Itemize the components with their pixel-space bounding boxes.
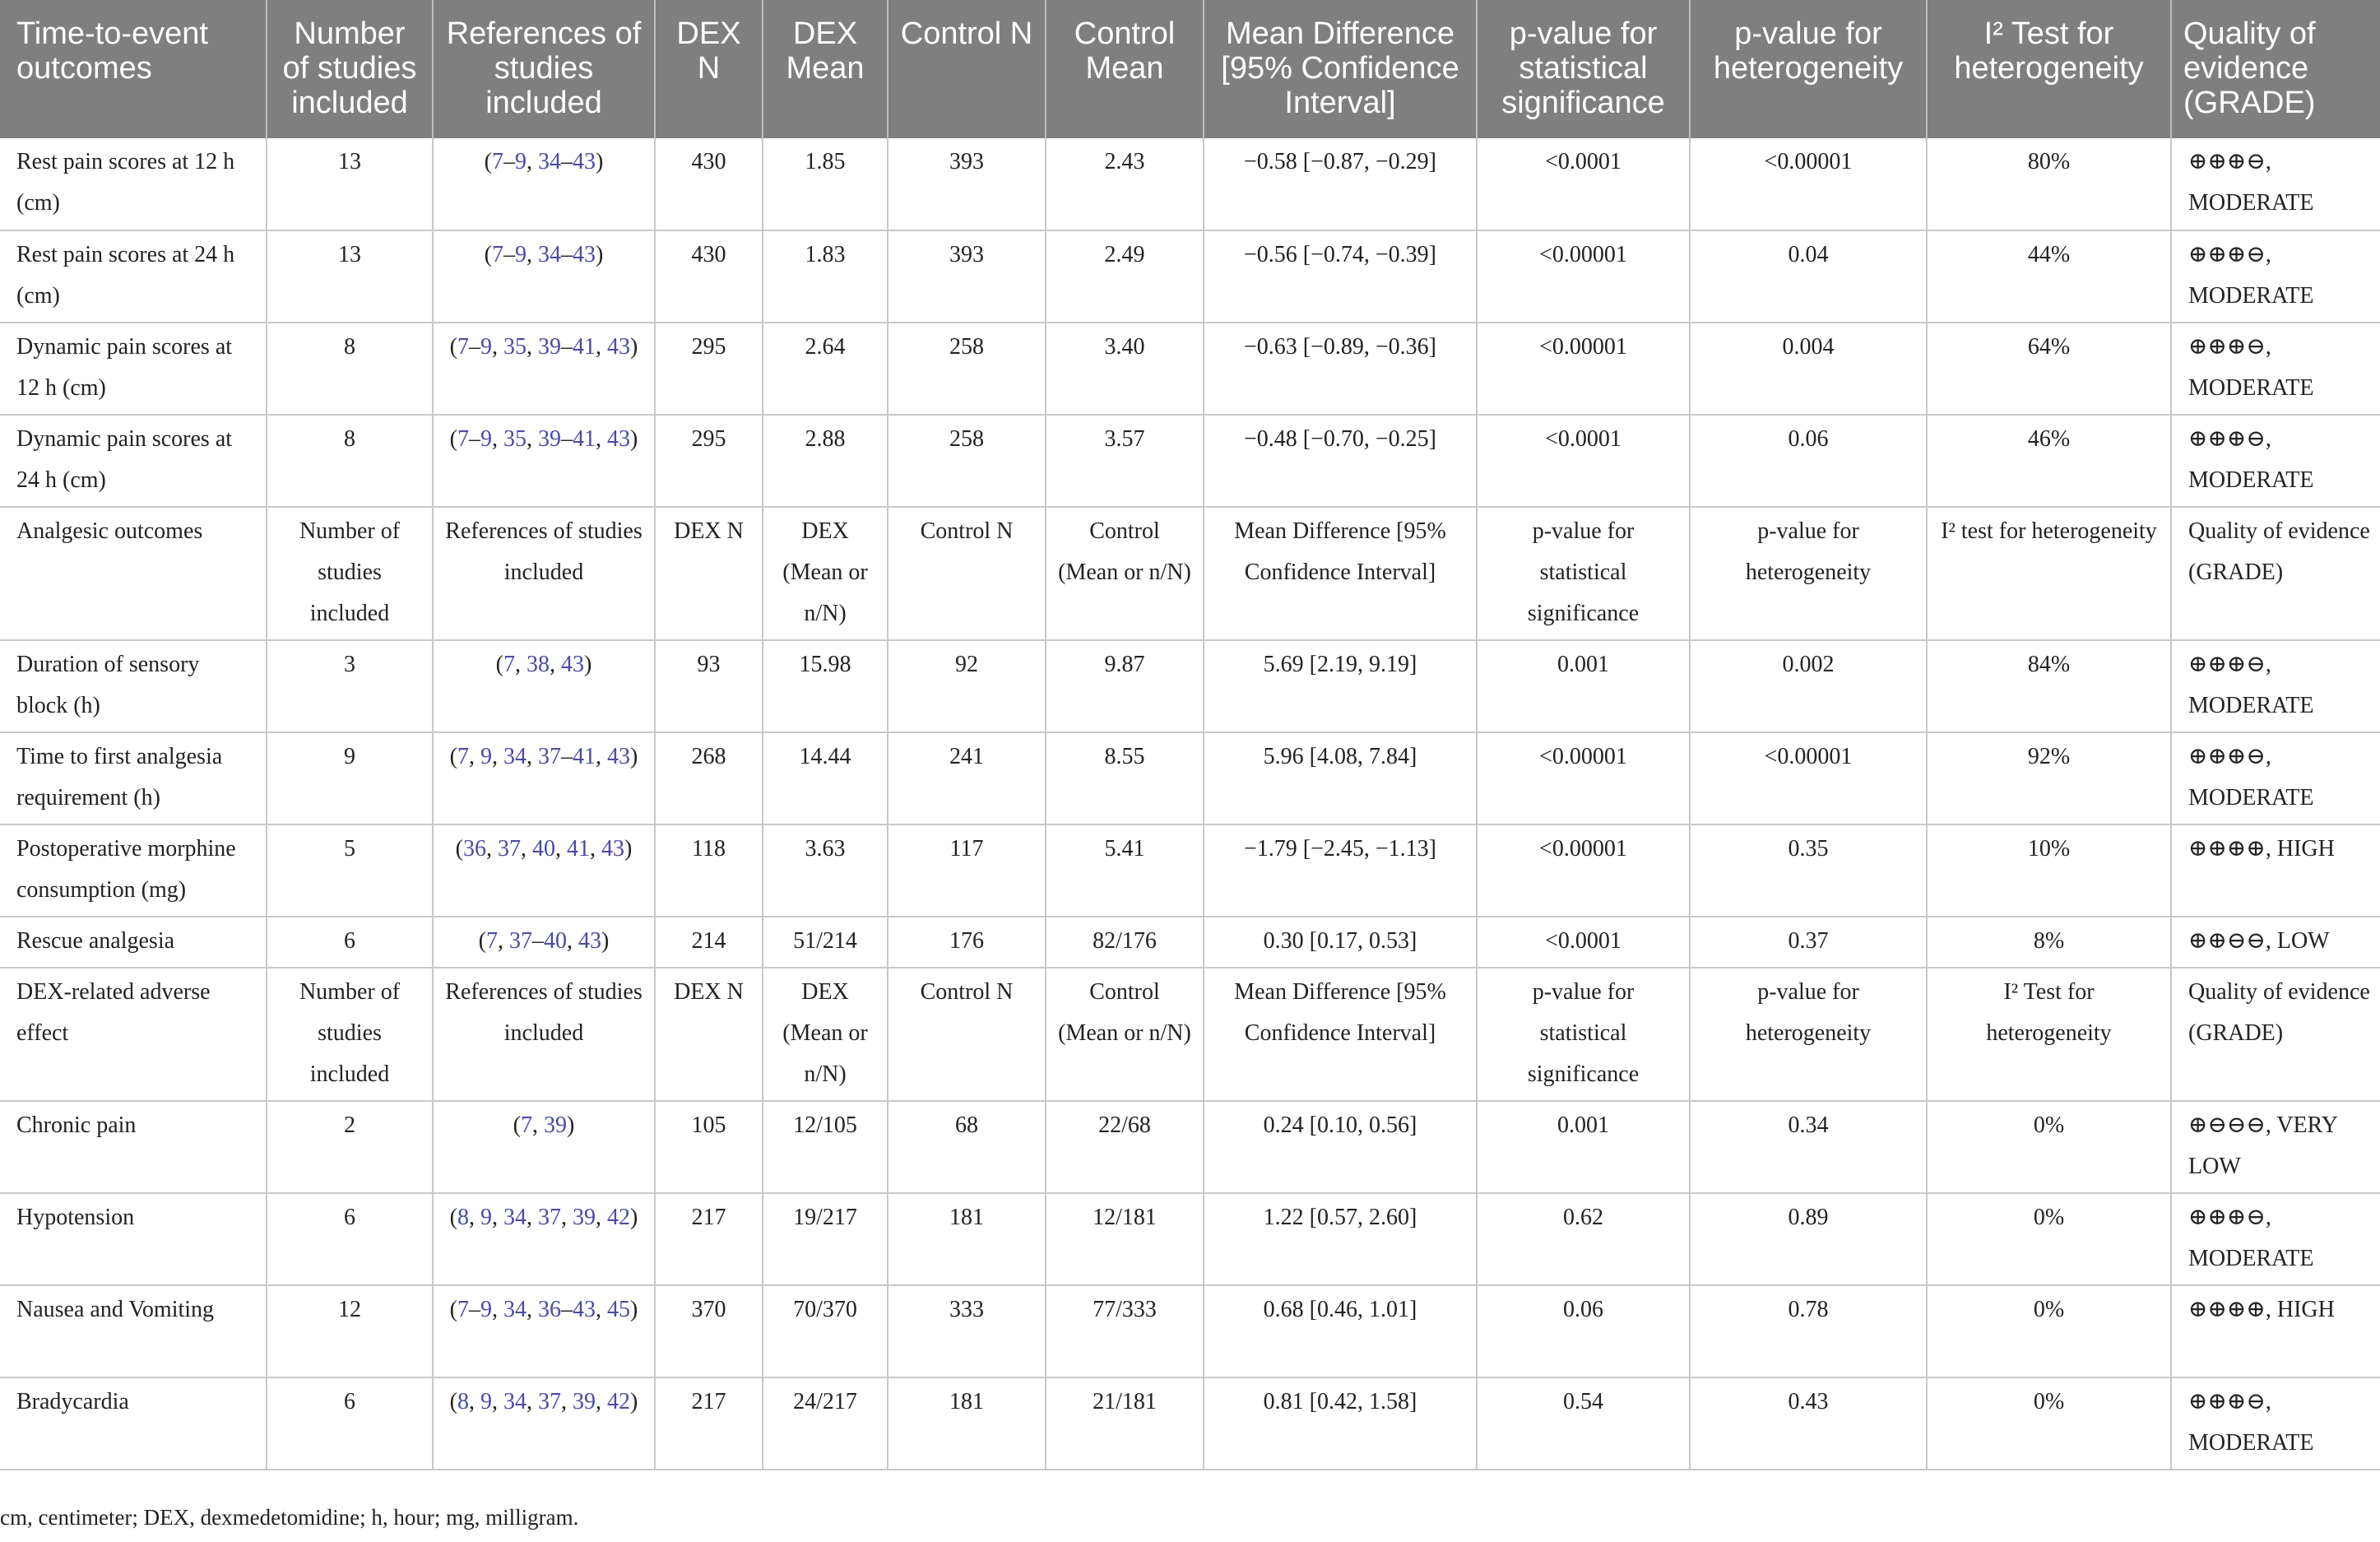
table-cell: 6: [267, 1377, 433, 1470]
table-cell: 92: [888, 640, 1046, 732]
table-cell: 8: [267, 323, 433, 415]
reference-link[interactable]: 36: [538, 1297, 561, 1322]
table-cell: 15.98: [763, 640, 888, 732]
table-cell: 0.62: [1477, 1193, 1690, 1285]
reference-link[interactable]: 9: [480, 744, 492, 769]
table-cell: <0.0001: [1477, 138, 1690, 230]
table-cell: 9.87: [1046, 640, 1204, 732]
reference-cell: (7, 37–40, 43): [433, 917, 655, 968]
reference-cell: (7–9, 34, 36–43, 45): [433, 1285, 655, 1377]
table-cell: ⊕⊕⊕⊖, MODERATE: [2171, 640, 2380, 732]
table-cell: 92%: [1927, 732, 2171, 824]
table-cell: 176: [888, 917, 1046, 968]
table-cell: 12/181: [1046, 1193, 1204, 1285]
table-cell: 0.54: [1477, 1377, 1690, 1470]
header-cell: Control Mean: [1046, 0, 1204, 138]
reference-link[interactable]: 7: [521, 1112, 532, 1138]
subheader-cell: DEX-related adverse effect: [0, 968, 267, 1101]
subheader-cell: References of studies included: [433, 968, 655, 1101]
reference-link[interactable]: 39: [538, 426, 561, 452]
subheader-cell: Analgesic outcomes: [0, 507, 267, 640]
table-cell: 118: [655, 824, 763, 917]
header-cell: p-value for statistical significance: [1477, 0, 1690, 138]
table-cell: <0.00001: [1690, 138, 1927, 230]
table-cell: 8.55: [1046, 732, 1204, 824]
reference-link[interactable]: 43: [607, 334, 630, 360]
subheader-cell: Quality of evidence (GRADE): [2171, 968, 2380, 1101]
table-cell: 12/105: [763, 1101, 888, 1193]
subheader-cell: DEX N: [655, 968, 763, 1101]
subheader-cell: I² Test for heterogeneity: [1927, 968, 2171, 1101]
table-cell: Duration of sensory block (h): [0, 640, 267, 732]
table-cell: 0.43: [1690, 1377, 1927, 1470]
subheader-cell: p-value for heterogeneity: [1690, 968, 1927, 1101]
reference-cell: (7–9, 34–43): [433, 138, 655, 230]
table-cell: 0.06: [1477, 1285, 1690, 1377]
reference-link[interactable]: 37: [509, 928, 532, 954]
table-cell: 84%: [1927, 640, 2171, 732]
reference-link[interactable]: 8: [457, 1389, 469, 1414]
reference-cell: (7, 39): [433, 1101, 655, 1193]
reference-link[interactable]: 41: [573, 334, 596, 360]
subheader-row: [0, 507, 2380, 640]
table-cell: 0.89: [1690, 1193, 1927, 1285]
header-cell: p-value for heterogeneity: [1690, 0, 1927, 138]
reference-link[interactable]: 9: [480, 426, 492, 452]
table-cell: 217: [655, 1377, 763, 1470]
table-cell: Rescue analgesia: [0, 917, 267, 968]
reference-link[interactable]: 39: [538, 334, 561, 360]
reference-link[interactable]: 39: [544, 1112, 567, 1138]
table-row: [0, 1101, 2380, 1193]
table-cell: ⊕⊕⊕⊕, HIGH: [2171, 824, 2380, 917]
header-cell: DEX N: [655, 0, 763, 138]
table-cell: 0.68 [0.46, 1.01]: [1204, 1285, 1477, 1377]
subheader-cell: DEX (Mean or n/N): [763, 968, 888, 1101]
table-cell: 181: [888, 1377, 1046, 1470]
reference-link[interactable]: 37: [538, 1205, 561, 1230]
reference-link[interactable]: 34: [503, 1297, 527, 1322]
reference-link[interactable]: 37: [498, 836, 521, 862]
header-cell: Time-to-event outcomes: [0, 0, 267, 138]
table-cell: 0%: [1927, 1101, 2171, 1193]
table-cell: 0.35: [1690, 824, 1927, 917]
table-cell: 430: [655, 138, 763, 230]
table-cell: ⊕⊖⊖⊖, VERY LOW: [2171, 1101, 2380, 1193]
subheader-cell: p-value for statistical significance: [1477, 968, 1690, 1101]
table-cell: <0.0001: [1477, 415, 1690, 507]
subheader-cell: Number of studies included: [267, 507, 433, 640]
reference-link[interactable]: 7: [503, 652, 515, 677]
table-cell: 93: [655, 640, 763, 732]
table-cell: 24/217: [763, 1377, 888, 1470]
table-row: [0, 1377, 2380, 1470]
reference-link[interactable]: 42: [607, 1205, 630, 1230]
table-cell: 0.04: [1690, 230, 1927, 323]
subheader-cell: Mean Difference [95% Confidence Interval]: [1204, 507, 1477, 640]
table-cell: 82/176: [1046, 917, 1204, 968]
table-cell: 0.34: [1690, 1101, 1927, 1193]
table-cell: 0.001: [1477, 640, 1690, 732]
table-cell: 8%: [1927, 917, 2171, 968]
header-cell: Quality of evidence (GRADE): [2171, 0, 2380, 138]
reference-link[interactable]: 9: [480, 1389, 492, 1414]
table-cell: 46%: [1927, 415, 2171, 507]
table-row: [0, 230, 2380, 323]
table-cell: ⊕⊕⊕⊖, MODERATE: [2171, 230, 2380, 323]
table-cell: <0.00001: [1477, 230, 1690, 323]
table-cell: 3.63: [763, 824, 888, 917]
table-cell: 105: [655, 1101, 763, 1193]
table-cell: 2.49: [1046, 230, 1204, 323]
table-cell: 0%: [1927, 1193, 2171, 1285]
reference-link[interactable]: 7: [492, 242, 503, 267]
table-cell: 0.06: [1690, 415, 1927, 507]
table-cell: ⊕⊕⊕⊕, HIGH: [2171, 1285, 2380, 1377]
reference-link[interactable]: 43: [573, 242, 596, 267]
table-cell: 393: [888, 230, 1046, 323]
table-cell: 295: [655, 323, 763, 415]
table-cell: 0.78: [1690, 1285, 1927, 1377]
table-cell: Rest pain scores at 12 h (cm): [0, 138, 267, 230]
reference-link[interactable]: 37: [538, 744, 561, 769]
table-footnote: cm, centimeter; DEX, dexmedetomidine; h, hour; mg, milligram.: [0, 1505, 579, 1530]
table-cell: ⊕⊕⊕⊖, MODERATE: [2171, 415, 2380, 507]
subheader-row: [0, 968, 2380, 1101]
reference-link[interactable]: 7: [457, 744, 469, 769]
table-row: [0, 732, 2380, 824]
reference-link[interactable]: 7: [457, 334, 469, 360]
reference-link[interactable]: 9: [515, 149, 527, 174]
reference-link[interactable]: 43: [607, 426, 630, 452]
subheader-cell: Control N: [888, 968, 1046, 1101]
table-cell: 181: [888, 1193, 1046, 1285]
table-cell: 333: [888, 1285, 1046, 1377]
subheader-cell: DEX N: [655, 507, 763, 640]
table-cell: 0.81 [0.42, 1.58]: [1204, 1377, 1477, 1470]
table-cell: <0.0001: [1477, 917, 1690, 968]
reference-link[interactable]: 7: [492, 149, 503, 174]
reference-link[interactable]: 9: [515, 242, 527, 267]
table-cell: 1.85: [763, 138, 888, 230]
table-row: [0, 640, 2380, 732]
subheader-cell: Mean Difference [95% Confidence Interval]: [1204, 968, 1477, 1101]
table-cell: 5.41: [1046, 824, 1204, 917]
table-cell: 2.88: [763, 415, 888, 507]
table-cell: 2: [267, 1101, 433, 1193]
table-cell: ⊕⊕⊖⊖, LOW: [2171, 917, 2380, 968]
subheader-cell: Control (Mean or n/N): [1046, 968, 1204, 1101]
reference-cell: (36, 37, 40, 41, 43): [433, 824, 655, 917]
reference-cell: (8, 9, 34, 37, 39, 42): [433, 1377, 655, 1470]
table-cell: 393: [888, 138, 1046, 230]
reference-link[interactable]: 41: [567, 836, 590, 862]
table-row: [0, 1193, 2380, 1285]
reference-link[interactable]: 7: [486, 928, 498, 954]
table-cell: 12: [267, 1285, 433, 1377]
table-cell: Time to first analgesia requirement (h): [0, 732, 267, 824]
header-row: [0, 0, 2380, 138]
table-cell: 0.004: [1690, 323, 1927, 415]
reference-link[interactable]: 43: [607, 744, 630, 769]
reference-link[interactable]: 36: [463, 836, 486, 862]
reference-cell: (7, 9, 34, 37–41, 43): [433, 732, 655, 824]
table-cell: <0.00001: [1477, 824, 1690, 917]
table-cell: 3.40: [1046, 323, 1204, 415]
reference-link[interactable]: 41: [573, 744, 596, 769]
table-cell: <0.00001: [1477, 732, 1690, 824]
table-cell: 64%: [1927, 323, 2171, 415]
table-cell: 51/214: [763, 917, 888, 968]
subheader-cell: References of studies included: [433, 507, 655, 640]
subheader-cell: Number of studies included: [267, 968, 433, 1101]
reference-link[interactable]: 37: [538, 1389, 561, 1414]
table-cell: −0.56 [−0.74, −0.39]: [1204, 230, 1477, 323]
header-cell: Control N: [888, 0, 1046, 138]
reference-link[interactable]: 39: [573, 1205, 596, 1230]
table-cell: 14.44: [763, 732, 888, 824]
table-cell: 117: [888, 824, 1046, 917]
reference-link[interactable]: 45: [607, 1297, 630, 1322]
table-cell: 5.96 [4.08, 7.84]: [1204, 732, 1477, 824]
table-body: [0, 138, 2380, 1470]
table-cell: 77/333: [1046, 1285, 1204, 1377]
table-cell: Chronic pain: [0, 1101, 267, 1193]
header-cell: I² Test for heterogeneity: [1927, 0, 2171, 138]
table-row: [0, 917, 2380, 968]
subheader-cell: Control N: [888, 507, 1046, 640]
reference-link[interactable]: 9: [480, 1297, 492, 1322]
header-cell: References of studies included: [433, 0, 655, 138]
table-row: [0, 1285, 2380, 1377]
table-cell: 0.24 [0.10, 0.56]: [1204, 1101, 1477, 1193]
reference-link[interactable]: 8: [457, 1205, 469, 1230]
table-cell: 0%: [1927, 1285, 2171, 1377]
table-cell: 3.57: [1046, 415, 1204, 507]
reference-link[interactable]: 7: [457, 1297, 469, 1322]
table-cell: ⊕⊕⊕⊖, MODERATE: [2171, 323, 2380, 415]
reference-link[interactable]: 34: [503, 744, 527, 769]
reference-link[interactable]: 43: [601, 836, 624, 862]
reference-link[interactable]: 43: [573, 149, 596, 174]
table-cell: ⊕⊕⊕⊖, MODERATE: [2171, 732, 2380, 824]
reference-link[interactable]: 43: [573, 1297, 596, 1322]
table-cell: ⊕⊕⊕⊖, MODERATE: [2171, 1193, 2380, 1285]
reference-cell: (7–9, 34–43): [433, 230, 655, 323]
table-cell: 217: [655, 1193, 763, 1285]
reference-link[interactable]: 42: [607, 1389, 630, 1414]
reference-cell: (7–9, 35, 39–41, 43): [433, 415, 655, 507]
table-cell: Bradycardia: [0, 1377, 267, 1470]
table-cell: 370: [655, 1285, 763, 1377]
table-cell: 258: [888, 415, 1046, 507]
reference-cell: (8, 9, 34, 37, 39, 42): [433, 1193, 655, 1285]
table-cell: 2.43: [1046, 138, 1204, 230]
subheader-cell: I² test for heterogeneity: [1927, 507, 2171, 640]
table-cell: 13: [267, 230, 433, 323]
table-cell: Hypotension: [0, 1193, 267, 1285]
reference-link[interactable]: 34: [538, 149, 561, 174]
header-cell: Mean Difference [95% Confidence Interval]: [1204, 0, 1477, 138]
table-cell: 1.83: [763, 230, 888, 323]
table-cell: 21/181: [1046, 1377, 1204, 1470]
reference-cell: (7, 38, 43): [433, 640, 655, 732]
table-cell: Dynamic pain scores at 12 h (cm): [0, 323, 267, 415]
table-cell: 8: [267, 415, 433, 507]
subheader-cell: Quality of evidence (GRADE): [2171, 507, 2380, 640]
table-cell: Dynamic pain scores at 24 h (cm): [0, 415, 267, 507]
table-cell: 430: [655, 230, 763, 323]
table-cell: 13: [267, 138, 433, 230]
reference-link[interactable]: 34: [503, 1389, 527, 1414]
table-cell: 0.002: [1690, 640, 1927, 732]
reference-link[interactable]: 43: [578, 928, 601, 954]
reference-link[interactable]: 43: [561, 652, 584, 677]
table-cell: 5.69 [2.19, 9.19]: [1204, 640, 1477, 732]
reference-link[interactable]: 35: [503, 426, 527, 452]
subheader-cell: Control (Mean or n/N): [1046, 507, 1204, 640]
table-cell: 10%: [1927, 824, 2171, 917]
reference-link[interactable]: 7: [457, 426, 469, 452]
table-cell: 5: [267, 824, 433, 917]
header-cell: Number of studies included: [267, 0, 433, 138]
table-cell: 2.64: [763, 323, 888, 415]
reference-link[interactable]: 40: [532, 836, 555, 862]
table-cell: −0.63 [−0.89, −0.36]: [1204, 323, 1477, 415]
header-cell: DEX Mean: [763, 0, 888, 138]
table-cell: 241: [888, 732, 1046, 824]
table-cell: Nausea and Vomiting: [0, 1285, 267, 1377]
reference-link[interactable]: 40: [544, 928, 567, 954]
table-cell: 295: [655, 415, 763, 507]
table-cell: 0.30 [0.17, 0.53]: [1204, 917, 1477, 968]
reference-link[interactable]: 41: [573, 426, 596, 452]
table-cell: ⊕⊕⊕⊖, MODERATE: [2171, 138, 2380, 230]
table-cell: −0.48 [−0.70, −0.25]: [1204, 415, 1477, 507]
table-cell: 19/217: [763, 1193, 888, 1285]
table-cell: 70/370: [763, 1285, 888, 1377]
table-cell: 258: [888, 323, 1046, 415]
reference-cell: (7–9, 35, 39–41, 43): [433, 323, 655, 415]
table-cell: 44%: [1927, 230, 2171, 323]
table-cell: 68: [888, 1101, 1046, 1193]
table-cell: 9: [267, 732, 433, 824]
table-cell: Rest pain scores at 24 h (cm): [0, 230, 267, 323]
table-cell: <0.00001: [1477, 323, 1690, 415]
table-row: [0, 138, 2380, 230]
table-cell: 6: [267, 1193, 433, 1285]
reference-link[interactable]: 9: [480, 334, 492, 360]
table-cell: <0.00001: [1690, 732, 1927, 824]
table-row: [0, 824, 2380, 917]
table-cell: ⊕⊕⊕⊖, MODERATE: [2171, 1377, 2380, 1470]
table-cell: 80%: [1927, 138, 2171, 230]
table-row: [0, 323, 2380, 415]
subheader-cell: DEX (Mean or n/N): [763, 507, 888, 640]
reference-link[interactable]: 34: [538, 242, 561, 267]
reference-link[interactable]: 38: [527, 652, 550, 677]
table-cell: 0.001: [1477, 1101, 1690, 1193]
reference-link[interactable]: 39: [573, 1389, 596, 1414]
table-cell: 1.22 [0.57, 2.60]: [1204, 1193, 1477, 1285]
table-cell: 3: [267, 640, 433, 732]
table-cell: 268: [655, 732, 763, 824]
table-row: [0, 415, 2380, 507]
reference-link[interactable]: 35: [503, 334, 527, 360]
subheader-cell: p-value for statistical significance: [1477, 507, 1690, 640]
table-cell: −0.58 [−0.87, −0.29]: [1204, 138, 1477, 230]
table-cell: 6: [267, 917, 433, 968]
table-cell: −1.79 [−2.45, −1.13]: [1204, 824, 1477, 917]
subheader-cell: p-value for heterogeneity: [1690, 507, 1927, 640]
table-cell: 214: [655, 917, 763, 968]
reference-link[interactable]: 34: [503, 1205, 527, 1230]
table-cell: 0.37: [1690, 917, 1927, 968]
reference-link[interactable]: 9: [480, 1205, 492, 1230]
table-cell: Postoperative morphine consumption (mg): [0, 824, 267, 917]
table-cell: 0%: [1927, 1377, 2171, 1470]
table-cell: 22/68: [1046, 1101, 1204, 1193]
